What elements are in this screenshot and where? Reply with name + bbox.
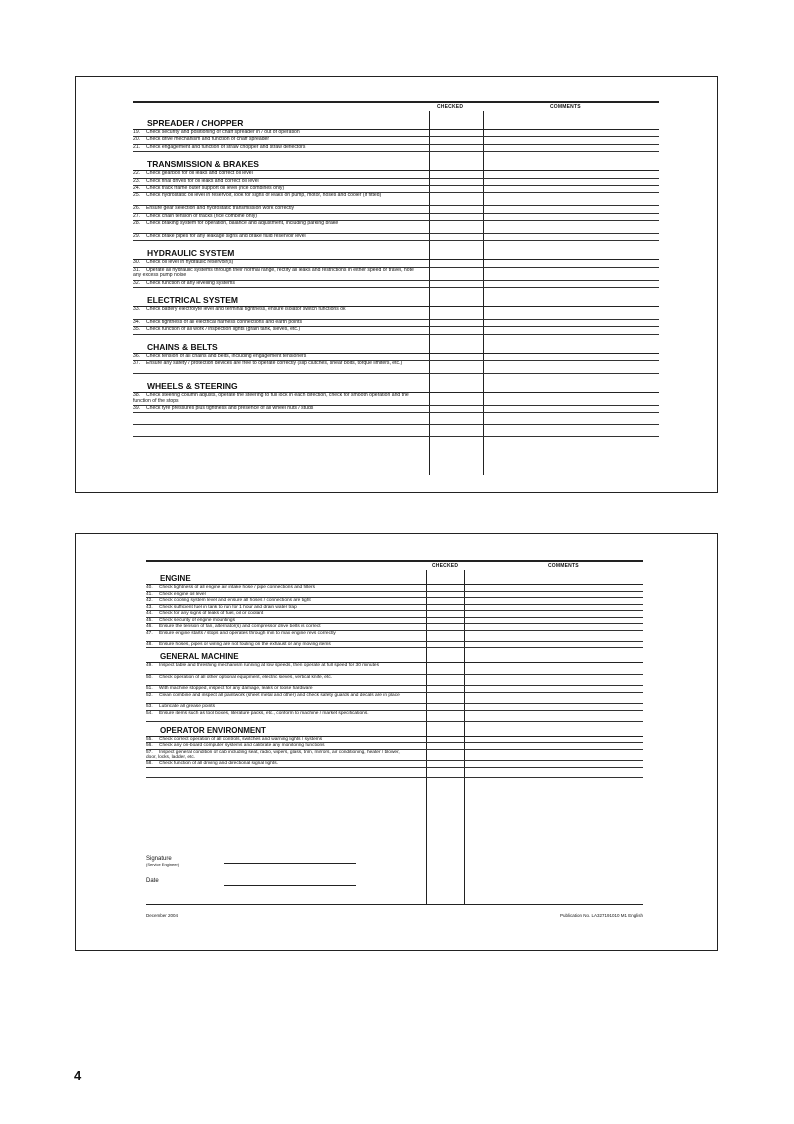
checklist-panel-2: [75, 533, 718, 951]
blank-row: [146, 768, 643, 778]
item-number: 55.: [146, 736, 153, 742]
signature-label: Signature (Service Engineer): [146, 856, 180, 867]
item-description: Check cooling system level and ensure all hoses / connections are tight: [159, 598, 311, 603]
footer-publication: Publication No. LA327191010 M1 English: [559, 913, 643, 918]
item-description: Check chain tension of tracks (rice combine only): [146, 213, 257, 219]
item-description: Check braking system for operation, balance and adjustment, including parking brake: [146, 221, 339, 227]
item-description: Check function of all work / inspection lights (grain tank, sieves, etc.): [146, 327, 301, 333]
checklist-item: [133, 193, 659, 206]
item-description: Ensure engine starts / stops and operates through min to max engine revs correctly: [159, 630, 336, 636]
checklist-item: [146, 631, 643, 642]
item-number: 45.: [146, 617, 153, 623]
item-description: Check oil level in hydraulic reservoir(s): [146, 260, 234, 266]
comments-column-header: COMMENTS: [550, 104, 581, 110]
item-description: Check engagement and function of straw chopper and straw deflectors: [146, 144, 306, 150]
item-description: Check correct operation of all controls, switches and warning lights / systems: [159, 736, 323, 742]
item-description: Check for any signs of leaks of fuel, oil or coolant: [159, 611, 264, 616]
item-number: 19.: [133, 130, 141, 135]
item-number: 31.: [133, 267, 141, 273]
item-description: Check tightness of all electrical harness connections and earth points: [146, 320, 303, 326]
blank-row: [133, 425, 659, 437]
section-heading: SPREADER / CHOPPER: [133, 111, 659, 130]
checklist-item: [133, 234, 659, 241]
item-number: 44.: [146, 611, 153, 616]
item-number: 48.: [146, 641, 153, 647]
checklist-item: [133, 137, 659, 144]
item-number: 50.: [146, 674, 153, 680]
footer-rule: [146, 904, 643, 905]
checklist-item: [146, 675, 643, 686]
item-number: 36.: [133, 353, 141, 359]
item-number: 56.: [146, 743, 153, 749]
item-number: 43.: [146, 604, 153, 610]
item-number: 49.: [146, 663, 153, 669]
checklist-item: [133, 206, 659, 213]
item-description: Check function of any levelling systems: [146, 280, 235, 286]
checklist-item: [133, 214, 659, 221]
checklist-item: [146, 750, 643, 761]
item-description: Check hydrostatic oil level in reservoir, look for signs of leaks on pump, motor, hoses and cooler (if fitted): [146, 193, 382, 199]
checklist-item: [146, 663, 643, 674]
checklist-item: [133, 406, 659, 413]
date-label: Date: [146, 878, 159, 884]
item-number: 53.: [146, 704, 153, 709]
checklist-item: [133, 145, 659, 152]
blank-row: [133, 413, 659, 425]
item-description: Check sufficient fuel in tank to run for 1 hour and drain water trap: [159, 604, 297, 610]
item-description: Check track frame outer support oil level (rice combines only): [146, 185, 285, 191]
checklist-item: [133, 130, 659, 137]
checked-column-header: CHECKED: [432, 563, 459, 569]
item-description: Ensure items such as tool boxes, literature packs, etc., conform to machine / market specifications.: [159, 710, 369, 716]
checklist-sheet: [133, 101, 659, 475]
item-number: 34.: [133, 320, 141, 326]
item-description: Check battery electrolyte level and terminal tightness, ensure isolator switch functions ok: [146, 307, 346, 313]
item-description: Ensure any safety / protection devices are free to operate correctly (slip clutches, shear bolts, torque limiters, etc.): [146, 361, 403, 367]
item-number: 41.: [146, 591, 153, 597]
item-description: Check tightness of all engine air intake hose / pipe connections and filters: [159, 585, 315, 590]
checklist-item: [133, 361, 659, 374]
item-number: 33.: [133, 307, 141, 313]
section-heading: HYDRAULIC SYSTEM: [133, 241, 659, 260]
item-description: Inspect table and threshing mechanism running at low speeds, then operate at full speed for 30 minutes: [159, 663, 379, 669]
item-number: 54.: [146, 710, 153, 716]
item-number: 27.: [133, 213, 141, 219]
item-number: 24.: [133, 185, 141, 191]
header-rule: [133, 101, 659, 103]
checklist-item: [133, 260, 659, 267]
item-number: 25.: [133, 193, 141, 199]
item-number: 42.: [146, 598, 153, 603]
section-heading: GENERAL MACHINE: [146, 648, 643, 663]
checklist-rows: [146, 570, 643, 778]
signature-sublabel: (Service Engineer): [146, 862, 180, 867]
checklist-item: [133, 179, 659, 186]
item-number: 26.: [133, 206, 141, 212]
checklist-item: [133, 393, 659, 406]
item-description: Check tyre pressures plus tightness and presence of all wheel nuts / studs: [146, 406, 314, 412]
item-description: Lubricate all grease points: [159, 704, 215, 709]
item-number: 46.: [146, 624, 153, 629]
checklist-panel-1: [75, 76, 718, 493]
checklist-item: [133, 307, 659, 320]
item-description: With machine stopped, inspect for any damage, leaks or loose hardware: [159, 686, 313, 692]
section-heading: CHAINS & BELTS: [133, 335, 659, 354]
item-description: Check engine oil level: [159, 591, 206, 597]
item-number: 58.: [146, 761, 153, 767]
item-number: 38.: [133, 393, 141, 399]
item-description: Check any on-board computer systems and calibrate any monitoring functions: [159, 743, 325, 749]
item-description: Check tension of all chains and belts, including engagement tensioners: [146, 353, 307, 359]
checklist-rows: [133, 111, 659, 437]
checklist-sheet: [146, 560, 643, 933]
checklist-item: [133, 281, 659, 288]
section-heading: WHEELS & STEERING: [133, 374, 659, 393]
item-number: 21.: [133, 144, 141, 150]
item-number: 47.: [146, 630, 153, 636]
checklist-item: [133, 221, 659, 234]
item-number: 22.: [133, 171, 141, 177]
item-description: Check function of all driving and directional signal lights.: [159, 761, 278, 767]
item-number: 40.: [146, 585, 153, 590]
section-heading: TRANSMISSION & BRAKES: [133, 152, 659, 171]
footer-date: December 2004: [146, 913, 179, 918]
checked-column-header: CHECKED: [437, 104, 464, 110]
checklist-item: [133, 354, 659, 361]
item-description: Check security of engine mountings: [159, 617, 235, 623]
checklist-item: [133, 171, 659, 178]
item-description: Check security and positioning of chaff spreader in / out of operation: [146, 130, 300, 135]
section-heading: OPERATOR ENVIRONMENT: [146, 722, 643, 737]
item-description: Check drive mechanism and function of chaff spreader: [146, 137, 270, 143]
section-heading: ENGINE: [146, 570, 643, 585]
item-number: 52.: [146, 692, 153, 698]
item-description: Check steering column adjusts, operate the steering to full lock in each direction, check for smooth operation and the function of the stops: [133, 393, 409, 404]
item-number: 32.: [133, 280, 141, 286]
item-number: 23.: [133, 178, 141, 184]
item-number: 30.: [133, 260, 141, 266]
item-description: Operate all hydraulic systems through their normal range, rectify all leaks and restrictions in either speed or travel, note any excess pump noise: [133, 267, 414, 279]
date-line: [224, 885, 356, 886]
checklist-item: [133, 268, 659, 281]
item-description: Clean combine and inspect all paintwork (sheet metal and other) and check safety guards and decals are in place: [159, 692, 400, 698]
item-description: Ensure the tension of fan, alternator(s) and compressor drive belts is correct: [159, 624, 321, 629]
item-number: 28.: [133, 221, 141, 227]
item-description: Check final drives for oil leaks and correct oil level: [146, 178, 259, 184]
checklist-item: [146, 693, 643, 704]
item-number: 29.: [133, 234, 141, 239]
checklist-item: [146, 711, 643, 722]
checklist-item: [133, 327, 659, 334]
page-number: 4: [74, 1068, 82, 1083]
comments-column-header: COMMENTS: [548, 563, 579, 569]
section-heading: ELECTRICAL SYSTEM: [133, 288, 659, 307]
item-number: 39.: [133, 406, 141, 412]
item-number: 35.: [133, 327, 141, 333]
header-rule: [146, 560, 643, 562]
item-description: Check brake pipes for any leakage signs and brake fluid reservoir level: [146, 234, 306, 239]
item-description: Ensure hoses, pipes or wiring are not fouling on the exhaust or any moving items: [159, 641, 331, 647]
item-description: Check operation of all other optional equipment, electric sieves, vertical knife, etc.: [159, 674, 333, 680]
item-number: 20.: [133, 137, 141, 143]
item-number: 37.: [133, 361, 141, 367]
item-description: Inspect general condition of cab including seat, radio, wipers, glass, trim, mirrors, air conditioning, heater / blower, door, locks, ladder, etc.: [146, 749, 400, 761]
item-description: Check gearbox for oil leaks and correct oil level: [146, 171, 253, 177]
checklist-item: [133, 320, 659, 327]
checklist-item: [133, 186, 659, 193]
signature-line: [224, 863, 356, 864]
item-number: 57.: [146, 749, 153, 755]
item-number: 51.: [146, 686, 153, 692]
item-description: Ensure gear selection and hydrostatic transmission work correctly: [146, 206, 295, 212]
